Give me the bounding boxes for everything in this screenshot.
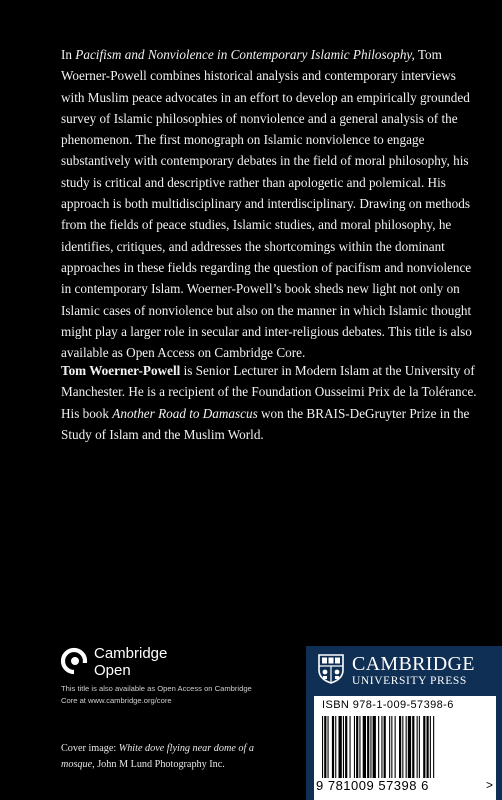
cover-credit-prefix: Cover image: (61, 743, 119, 754)
book-description (61, 44, 481, 363)
description-paragraph (61, 44, 481, 363)
book-title-italic: Pacifism and Nonviolence in Contemporary Islamic Philosophy, (75, 47, 415, 62)
barcode (322, 716, 488, 778)
isbn-label: ISBN 978-1-009-57398-6 (322, 699, 454, 711)
bio-paragraph (61, 360, 481, 445)
publisher-subtitle: UNIVERSITY PRESS (352, 675, 467, 687)
cover-credit (61, 741, 271, 773)
barcode-addon-mark: > (486, 778, 494, 792)
publisher-name: CAMBRIDGE (352, 653, 475, 675)
cambridge-open-line2: Open (94, 662, 131, 679)
cover-credit-text (61, 741, 271, 773)
description-body: Tom Woerner-Powell combines historical analysis and contemporary interviews with Muslim peace advocates in an effort to develop an empirically grounded survey of Islamic philosophies of nonviolence and a general analysis of the phenomenon. The first monograph on Islamic nonviolence to engage substantively with contemporary debates in the field of moral philosophy, his study is critical and descriptive rather than apologetic and polemical. His approach is both multidisciplinary and interdisciplinary. Drawing on methods from the fields of peace studies, Islamic studies, and moral philosophy, he identifies, critiques, and addresses the shortcomings within the dominant approaches in these fields regarding the question of pacifism and nonviolence in contemporary Islam. Woerner-Powell’s book sheds new light not only on Islamic cases of nonviolence but also on the manner in which Islamic thought might play a larger role in secular and inter-religious debates. This title is also available as Open Access on Cambridge Core. (61, 47, 472, 361)
author-bio (61, 360, 481, 445)
barcode-digits: 9 781009 57398 6 (316, 778, 429, 793)
description-intro: In (61, 47, 76, 62)
cambridge-open-logo (60, 645, 230, 681)
barcode-block (314, 696, 496, 800)
cambridge-open-line1: Cambridge (94, 645, 168, 662)
bio-text-1: is Senior Lecturer in Modern Islam at the University of Manchester. He is a recipient of the Foundation Ousseimi Prix de la Tolérance. His book (61, 363, 477, 421)
bio-text-2: won the BRAIS-DeGruyter Prize in the Study of Islam and the Muslim World. (61, 405, 470, 442)
other-book-title: Another Road to Damascus (112, 405, 258, 421)
open-access-icon (60, 647, 88, 675)
publisher-panel (306, 646, 502, 800)
university-shield-icon (318, 654, 344, 684)
cover-image-title: White dove flying near dome of a mosque (61, 743, 254, 770)
cover-credit-suffix: , John M Lund Photography Inc. (92, 759, 225, 770)
author-name: Tom Woerner-Powell (61, 363, 181, 378)
open-access-note: This title is also available as Open Access on Cambridge Core at www.cambridge.org/core (61, 684, 252, 705)
